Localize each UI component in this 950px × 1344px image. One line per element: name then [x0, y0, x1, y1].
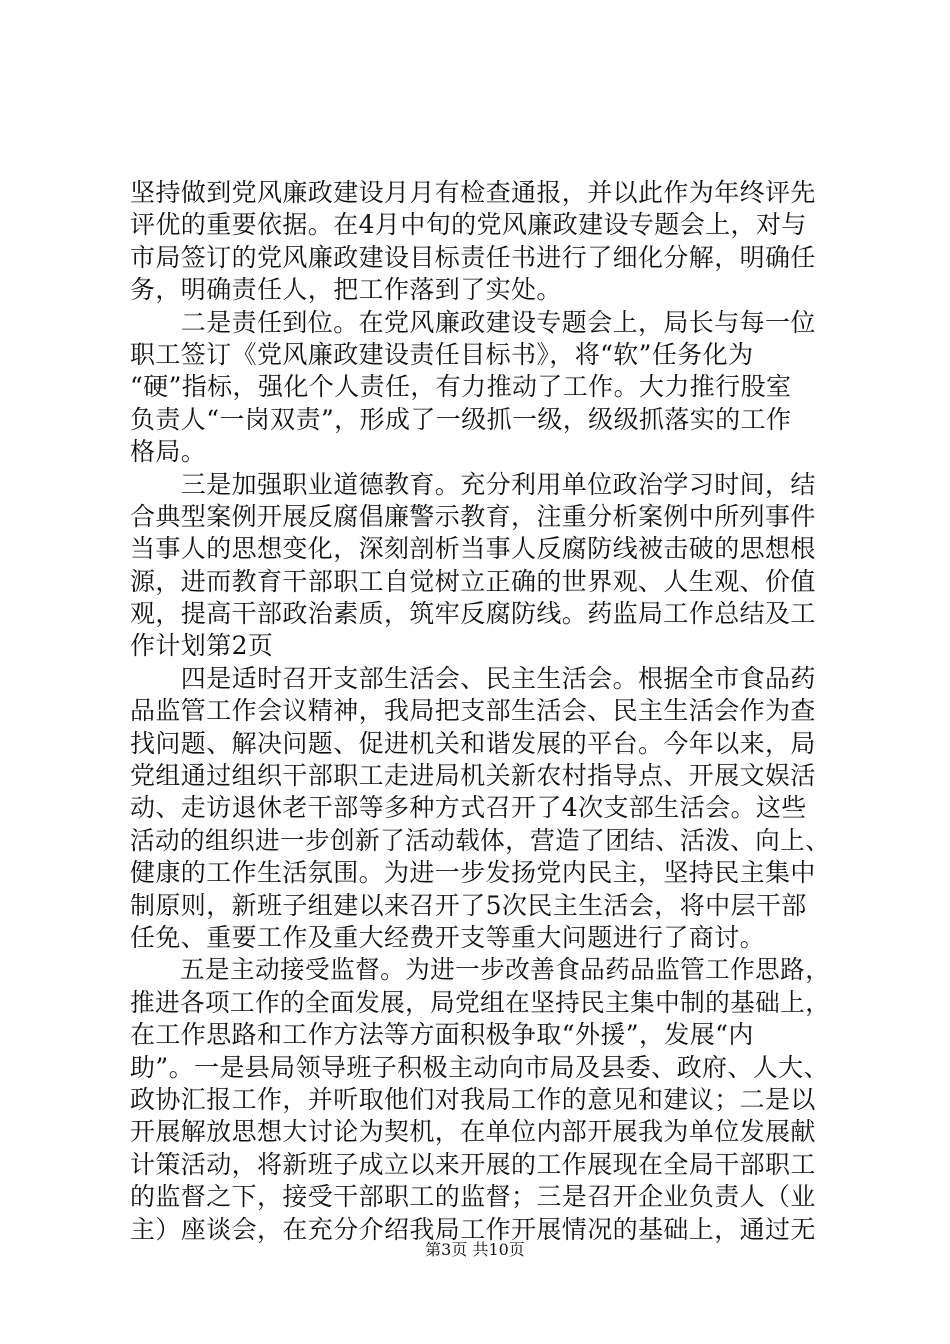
- text-line: 合典型案例开展反腐倡廉警示教育，注重分析案例中所列事件: [130, 501, 816, 531]
- text-line: 健康的工作生活氛围。为进一步发扬党内民主，坚持民主集中: [130, 858, 816, 888]
- text-line: 主）座谈会，在充分介绍我局工作开展情况的基础上，通过无: [130, 1214, 816, 1244]
- text-line: 计策活动，将新班子成立以来开展的工作展现在全局干部职工: [130, 1149, 816, 1179]
- text-line: 动、走访退休老干部等多种方式召开了4次支部生活会。这些: [130, 793, 807, 823]
- page-footer: 第3页 共10页: [425, 1240, 525, 1259]
- body-text: [130, 177, 830, 1246]
- text-line: 品监管工作会议精神，我局把支部生活会、民主生活会作为查: [130, 696, 816, 726]
- text-line: 四是适时召开支部生活会、民主生活会。根据全市食品药: [130, 663, 816, 693]
- text-line: 的监督之下，接受干部职工的监督；三是召开企业负责人（业: [130, 1182, 816, 1212]
- text-line: 作计划第2页: [130, 631, 274, 661]
- text-line: 坚持做到党风廉政建设月月有检查通报，并以此作为年终评先: [130, 178, 816, 207]
- text-line: 当事人的思想变化，深刻剖析当事人反腐防线被击破的思想根: [130, 534, 816, 564]
- text-line: 政协汇报工作，并听取他们对我局工作的意见和建议；二是以: [130, 1084, 816, 1114]
- text-line: “硬”指标，强化个人责任，有力推动了工作。大力推行股室: [130, 372, 792, 402]
- text-line: 市局签订的党风廉政建设目标责任书进行了细化分解，明确任: [130, 242, 816, 272]
- text-line: 开展解放思想大讨论为契机，在单位内部开展我为单位发展献: [130, 1117, 816, 1147]
- text-line: 职工签订《党风廉政建设责任目标书》，将“软”任务化为: [130, 339, 754, 369]
- text-line: 五是主动接受监督。为进一步改善食品药品监管工作思路，: [130, 955, 831, 985]
- text-line: 助”。一是县局领导班子积极主动向市局及县委、政府、人大、: [130, 1052, 829, 1082]
- text-line: 二是责任到位。在党风廉政建设专题会上，局长与每一位: [130, 307, 816, 337]
- text-line: 推进各项工作的全面发展，局党组在坚持民主集中制的基础上，: [130, 987, 831, 1017]
- text-line: 评优的重要依据。在4月中旬的党风廉政建设专题会上，对与: [130, 210, 807, 240]
- text-line: 任免、重要工作及重大经费开支等重大问题进行了商讨。: [130, 922, 766, 952]
- text-line: 格局。: [130, 437, 207, 467]
- text-line: 负责人“一岗双责”，形成了一级抓一级，级级抓落实的工作: [130, 404, 792, 434]
- text-line: 务，明确责任人，把工作落到了实处。: [130, 275, 562, 305]
- text-line: 党组通过组织干部职工走进局机关新农村指导点、开展文娱活: [130, 761, 816, 791]
- text-line: 找问题、解决问题、促进机关和谐发展的平台。今年以来，局: [130, 728, 816, 758]
- text-line: 观，提高干部政治素质，筑牢反腐防线。药监局工作总结及工: [130, 599, 816, 629]
- text-line: 在工作思路和工作方法等方面积极争取“外援”，发展“内: [130, 1020, 754, 1050]
- text-line: 活动的组织进一步创新了活动载体，营造了团结、活泼、向上、: [130, 825, 831, 855]
- text-line: 制原则，新班子组建以来召开了5次民主生活会，将中层干部: [130, 890, 807, 920]
- text-line: 三是加强职业道德教育。充分利用单位政治学习时间，结: [130, 469, 816, 499]
- text-line: 源，进而教育干部职工自觉树立正确的世界观、人生观、价值: [130, 566, 816, 596]
